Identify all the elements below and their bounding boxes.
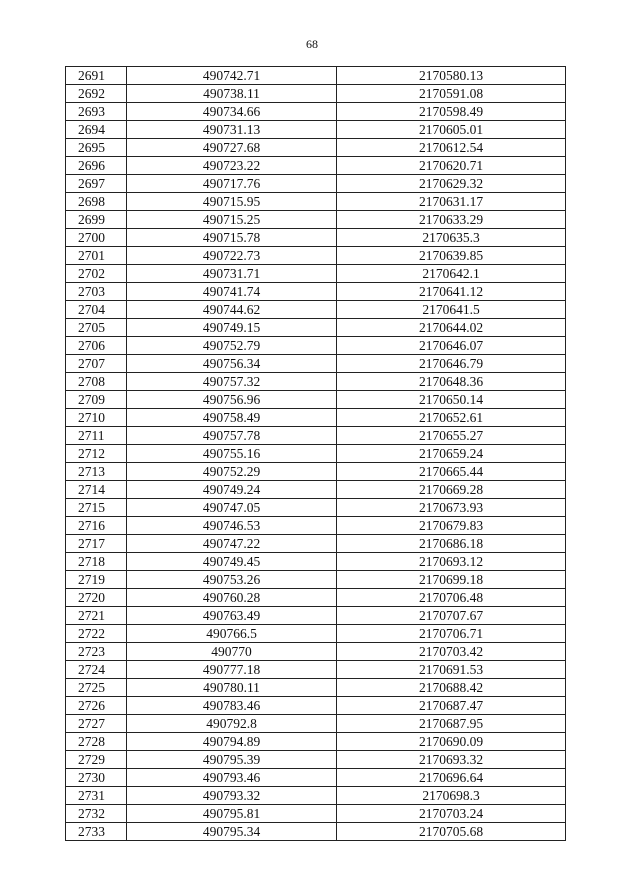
- point-number-cell: 2702: [66, 265, 127, 283]
- y-coordinate-cell: 2170635.3: [337, 229, 566, 247]
- x-coordinate-cell: 490715.78: [127, 229, 337, 247]
- x-coordinate-cell: 490715.25: [127, 211, 337, 229]
- point-number-cell: 2709: [66, 391, 127, 409]
- y-coordinate-cell: 2170633.29: [337, 211, 566, 229]
- y-coordinate-cell: 2170707.67: [337, 607, 566, 625]
- y-coordinate-cell: 2170687.95: [337, 715, 566, 733]
- table-row: [66, 121, 566, 139]
- y-coordinate-cell: 2170631.17: [337, 193, 566, 211]
- x-coordinate-cell: 490715.95: [127, 193, 337, 211]
- x-coordinate-cell: 490727.68: [127, 139, 337, 157]
- y-coordinate-cell: 2170698.3: [337, 787, 566, 805]
- table-row: [66, 535, 566, 553]
- x-coordinate-cell: 490753.26: [127, 571, 337, 589]
- y-coordinate-cell: 2170688.42: [337, 679, 566, 697]
- y-coordinate-cell: 2170706.48: [337, 589, 566, 607]
- point-number-cell: 2691: [66, 67, 127, 85]
- x-coordinate-cell: 490741.74: [127, 283, 337, 301]
- table-row: [66, 175, 566, 193]
- coordinates-table: [65, 66, 566, 841]
- point-number-cell: 2731: [66, 787, 127, 805]
- point-number-cell: 2719: [66, 571, 127, 589]
- table-row: [66, 769, 566, 787]
- point-number-cell: 2706: [66, 337, 127, 355]
- x-coordinate-cell: 490755.16: [127, 445, 337, 463]
- table-row: [66, 679, 566, 697]
- y-coordinate-cell: 2170706.71: [337, 625, 566, 643]
- table-row: [66, 211, 566, 229]
- y-coordinate-cell: 2170703.24: [337, 805, 566, 823]
- point-number-cell: 2695: [66, 139, 127, 157]
- x-coordinate-cell: 490793.32: [127, 787, 337, 805]
- table-row: [66, 643, 566, 661]
- point-number-cell: 2730: [66, 769, 127, 787]
- y-coordinate-cell: 2170612.54: [337, 139, 566, 157]
- point-number-cell: 2703: [66, 283, 127, 301]
- x-coordinate-cell: 490744.62: [127, 301, 337, 319]
- x-coordinate-cell: 490756.96: [127, 391, 337, 409]
- table-row: [66, 607, 566, 625]
- point-number-cell: 2715: [66, 499, 127, 517]
- x-coordinate-cell: 490749.15: [127, 319, 337, 337]
- point-number-cell: 2721: [66, 607, 127, 625]
- y-coordinate-cell: 2170620.71: [337, 157, 566, 175]
- y-coordinate-cell: 2170641.5: [337, 301, 566, 319]
- point-number-cell: 2712: [66, 445, 127, 463]
- point-number-cell: 2728: [66, 733, 127, 751]
- page-number: 68: [306, 37, 318, 51]
- x-coordinate-cell: 490747.22: [127, 535, 337, 553]
- x-coordinate-cell: 490758.49: [127, 409, 337, 427]
- table-row: [66, 517, 566, 535]
- x-coordinate-cell: 490792.8: [127, 715, 337, 733]
- point-number-cell: 2729: [66, 751, 127, 769]
- table-row: [66, 751, 566, 769]
- x-coordinate-cell: 490742.71: [127, 67, 337, 85]
- x-coordinate-cell: 490738.11: [127, 85, 337, 103]
- table-row: [66, 499, 566, 517]
- table-row: [66, 553, 566, 571]
- point-number-cell: 2692: [66, 85, 127, 103]
- table-row: [66, 445, 566, 463]
- y-coordinate-cell: 2170646.07: [337, 337, 566, 355]
- table-row: [66, 589, 566, 607]
- point-number-cell: 2724: [66, 661, 127, 679]
- point-number-cell: 2697: [66, 175, 127, 193]
- point-number-cell: 2733: [66, 823, 127, 841]
- table-row: [66, 409, 566, 427]
- y-coordinate-cell: 2170642.1: [337, 265, 566, 283]
- x-coordinate-cell: 490749.45: [127, 553, 337, 571]
- y-coordinate-cell: 2170693.12: [337, 553, 566, 571]
- table-row: [66, 787, 566, 805]
- x-coordinate-cell: 490770: [127, 643, 337, 661]
- table-row: [66, 247, 566, 265]
- y-coordinate-cell: 2170669.28: [337, 481, 566, 499]
- y-coordinate-cell: 2170646.79: [337, 355, 566, 373]
- x-coordinate-cell: 490795.34: [127, 823, 337, 841]
- x-coordinate-cell: 490795.39: [127, 751, 337, 769]
- y-coordinate-cell: 2170699.18: [337, 571, 566, 589]
- y-coordinate-cell: 2170693.32: [337, 751, 566, 769]
- x-coordinate-cell: 490756.34: [127, 355, 337, 373]
- table-row: [66, 427, 566, 445]
- y-coordinate-cell: 2170639.85: [337, 247, 566, 265]
- x-coordinate-cell: 490749.24: [127, 481, 337, 499]
- point-number-cell: 2707: [66, 355, 127, 373]
- table-row: [66, 103, 566, 121]
- x-coordinate-cell: 490747.05: [127, 499, 337, 517]
- point-number-cell: 2713: [66, 463, 127, 481]
- y-coordinate-cell: 2170650.14: [337, 391, 566, 409]
- y-coordinate-cell: 2170686.18: [337, 535, 566, 553]
- point-number-cell: 2716: [66, 517, 127, 535]
- table-row: [66, 661, 566, 679]
- point-number-cell: 2727: [66, 715, 127, 733]
- point-number-cell: 2705: [66, 319, 127, 337]
- y-coordinate-cell: 2170605.01: [337, 121, 566, 139]
- x-coordinate-cell: 490780.11: [127, 679, 337, 697]
- x-coordinate-cell: 490777.18: [127, 661, 337, 679]
- y-coordinate-cell: 2170659.24: [337, 445, 566, 463]
- table-row: [66, 337, 566, 355]
- x-coordinate-cell: 490717.76: [127, 175, 337, 193]
- point-number-cell: 2723: [66, 643, 127, 661]
- table-row: [66, 481, 566, 499]
- point-number-cell: 2717: [66, 535, 127, 553]
- table-row: [66, 463, 566, 481]
- table-row: [66, 625, 566, 643]
- point-number-cell: 2732: [66, 805, 127, 823]
- y-coordinate-cell: 2170648.36: [337, 373, 566, 391]
- x-coordinate-cell: 490793.46: [127, 769, 337, 787]
- point-number-cell: 2711: [66, 427, 127, 445]
- point-number-cell: 2722: [66, 625, 127, 643]
- table-row: [66, 373, 566, 391]
- table-row: [66, 733, 566, 751]
- y-coordinate-cell: 2170679.83: [337, 517, 566, 535]
- x-coordinate-cell: 490760.28: [127, 589, 337, 607]
- x-coordinate-cell: 490746.53: [127, 517, 337, 535]
- y-coordinate-cell: 2170644.02: [337, 319, 566, 337]
- x-coordinate-cell: 490752.29: [127, 463, 337, 481]
- y-coordinate-cell: 2170652.61: [337, 409, 566, 427]
- table-row: [66, 229, 566, 247]
- x-coordinate-cell: 490731.71: [127, 265, 337, 283]
- y-coordinate-cell: 2170655.27: [337, 427, 566, 445]
- y-coordinate-cell: 2170690.09: [337, 733, 566, 751]
- x-coordinate-cell: 490783.46: [127, 697, 337, 715]
- point-number-cell: 2704: [66, 301, 127, 319]
- x-coordinate-cell: 490766.5: [127, 625, 337, 643]
- table-row: [66, 571, 566, 589]
- table-row: [66, 85, 566, 103]
- y-coordinate-cell: 2170696.64: [337, 769, 566, 787]
- x-coordinate-cell: 490731.13: [127, 121, 337, 139]
- y-coordinate-cell: 2170673.93: [337, 499, 566, 517]
- y-coordinate-cell: 2170703.42: [337, 643, 566, 661]
- point-number-cell: 2710: [66, 409, 127, 427]
- x-coordinate-cell: 490763.49: [127, 607, 337, 625]
- table-row: [66, 301, 566, 319]
- x-coordinate-cell: 490722.73: [127, 247, 337, 265]
- y-coordinate-cell: 2170665.44: [337, 463, 566, 481]
- table-row: [66, 283, 566, 301]
- y-coordinate-cell: 2170687.47: [337, 697, 566, 715]
- y-coordinate-cell: 2170591.08: [337, 85, 566, 103]
- y-coordinate-cell: 2170580.13: [337, 67, 566, 85]
- x-coordinate-cell: 490734.66: [127, 103, 337, 121]
- table-row: [66, 319, 566, 337]
- point-number-cell: 2720: [66, 589, 127, 607]
- table-row: [66, 265, 566, 283]
- x-coordinate-cell: 490757.32: [127, 373, 337, 391]
- table-row: [66, 157, 566, 175]
- point-number-cell: 2698: [66, 193, 127, 211]
- table-row: [66, 823, 566, 841]
- point-number-cell: 2718: [66, 553, 127, 571]
- x-coordinate-cell: 490752.79: [127, 337, 337, 355]
- x-coordinate-cell: 490795.81: [127, 805, 337, 823]
- table-row: [66, 67, 566, 85]
- table-row: [66, 715, 566, 733]
- point-number-cell: 2700: [66, 229, 127, 247]
- table-row: [66, 697, 566, 715]
- point-number-cell: 2708: [66, 373, 127, 391]
- table-row: [66, 391, 566, 409]
- point-number-cell: 2714: [66, 481, 127, 499]
- y-coordinate-cell: 2170629.32: [337, 175, 566, 193]
- y-coordinate-cell: 2170598.49: [337, 103, 566, 121]
- point-number-cell: 2701: [66, 247, 127, 265]
- y-coordinate-cell: 2170705.68: [337, 823, 566, 841]
- y-coordinate-cell: 2170691.53: [337, 661, 566, 679]
- point-number-cell: 2696: [66, 157, 127, 175]
- table-row: [66, 805, 566, 823]
- table-row: [66, 139, 566, 157]
- x-coordinate-cell: 490723.22: [127, 157, 337, 175]
- point-number-cell: 2726: [66, 697, 127, 715]
- x-coordinate-cell: 490794.89: [127, 733, 337, 751]
- y-coordinate-cell: 2170641.12: [337, 283, 566, 301]
- point-number-cell: 2693: [66, 103, 127, 121]
- table-row: [66, 193, 566, 211]
- table-row: [66, 355, 566, 373]
- x-coordinate-cell: 490757.78: [127, 427, 337, 445]
- point-number-cell: 2725: [66, 679, 127, 697]
- point-number-cell: 2699: [66, 211, 127, 229]
- point-number-cell: 2694: [66, 121, 127, 139]
- coordinates-table-body: [66, 67, 566, 841]
